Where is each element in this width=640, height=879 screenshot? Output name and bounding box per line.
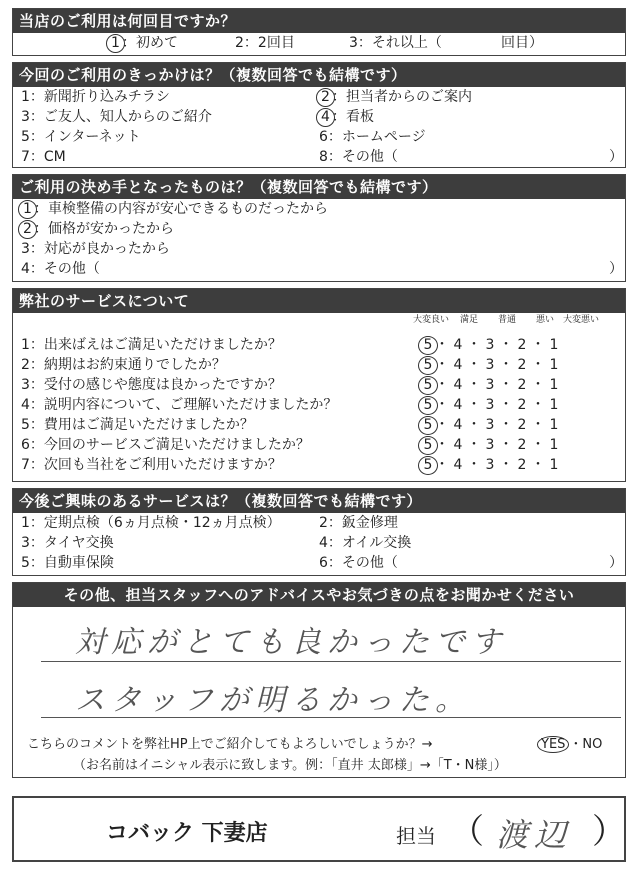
consent-options (537, 733, 602, 753)
initial-display-note: （お名前はイニシャル表示に致します。例：「直井 太郎様」→「T・N様」） (73, 758, 507, 773)
rating-scale (421, 395, 563, 415)
option-tire-change[interactable]: 3：タイヤ交換 (21, 535, 114, 551)
rating-question-row (13, 355, 625, 375)
rating-3[interactable]: 3 (485, 397, 495, 413)
staff-close-paren: ） (592, 812, 626, 852)
trigger-row-3 (13, 127, 625, 147)
trigger-row-1 (13, 87, 625, 107)
rating-2[interactable]: 2 (517, 457, 527, 473)
rating-scale-labels (13, 313, 625, 335)
handwritten-comment-1: 対応がとても良かったです (75, 625, 507, 660)
rating-1[interactable]: 1 (549, 397, 559, 413)
rating-2[interactable]: 2 (517, 437, 527, 453)
option-staff-guidance[interactable]: 2 ：担当者からのご案内 (319, 87, 472, 107)
label-average: 普通 (497, 315, 516, 325)
scale-separator: ・ (435, 337, 449, 353)
rating-3[interactable]: 3 (485, 337, 495, 353)
close-paren: ） (609, 261, 623, 277)
rating-4[interactable]: 4 (453, 377, 463, 393)
scale-separator: ・ (531, 377, 545, 393)
factor-row-1 (13, 199, 625, 219)
option-low-price[interactable]: 2 ：価格が安かったから (21, 219, 174, 239)
label-bad: 悪い (535, 315, 554, 325)
scale-separator: ・ (435, 397, 449, 413)
question-text: 1：出来ばえはご満足いただけましたか？ (21, 337, 282, 353)
scale-separator: ・ (467, 377, 481, 393)
rating-2[interactable]: 2 (517, 357, 527, 373)
rating-scale (421, 435, 563, 455)
interest-row-2 (13, 533, 625, 553)
rating-3[interactable]: 3 (485, 417, 495, 433)
scale-separator: ・ (531, 357, 545, 373)
rating-question-row (13, 415, 625, 435)
rating-4[interactable]: 4 (453, 417, 463, 433)
rating-scale (421, 355, 563, 375)
rating-5[interactable]: 5 (418, 336, 438, 355)
times-unit: 回目） (501, 35, 543, 51)
rating-questions (13, 335, 625, 475)
option-internet[interactable]: 5：インターネット (21, 129, 141, 145)
option-no[interactable]: ・NO (569, 737, 603, 752)
interest-section (12, 488, 626, 576)
question-text: 5：費用はご満足いただけましたか？ (21, 417, 254, 433)
label-satisfied: 満足 (459, 315, 478, 325)
scale-separator: ・ (435, 377, 449, 393)
rating-3[interactable]: 3 (485, 377, 495, 393)
scale-separator: ・ (435, 437, 449, 453)
option-inspection-content[interactable]: 1 ：車検整備の内容が安心できるものだったから (21, 199, 328, 219)
rating-question-row (13, 455, 625, 475)
comment-header: その他、担当スタッフへのアドバイスやお気づきの点をお聞かせください (13, 583, 625, 607)
scale-separator: ・ (435, 417, 449, 433)
trigger-section (12, 62, 626, 168)
rating-1[interactable]: 1 (549, 417, 559, 433)
rating-question-row (13, 435, 625, 455)
visit-count-header: 当店のご利用は何回目ですか？ (13, 9, 625, 33)
selected-circle-mark: 1 (106, 34, 125, 53)
factor-row-4 (13, 259, 625, 279)
comment-section (12, 582, 626, 778)
rating-question-row (13, 335, 625, 355)
trigger-row-2 (13, 107, 625, 127)
question-text: 4：説明内容について、ご理解いただけましたか？ (21, 397, 338, 413)
selected-circle-mark: 2 (316, 88, 335, 107)
close-paren: ） (609, 555, 623, 571)
question-text: 3：受付の感じや態度は良かったですか？ (21, 377, 282, 393)
scale-separator: ・ (531, 437, 545, 453)
rating-1[interactable]: 1 (549, 377, 559, 393)
option-good-service[interactable]: 3：対応が良かったから (21, 241, 170, 257)
scale-separator: ・ (467, 357, 481, 373)
scale-separator: ・ (467, 437, 481, 453)
scale-separator: ・ (435, 357, 449, 373)
staff-label: 担当 (396, 824, 436, 848)
scale-separator: ・ (531, 417, 545, 433)
scale-separator: ・ (499, 357, 513, 373)
rating-4[interactable]: 4 (453, 357, 463, 373)
question-text: 2：納期はお約束通りでしたか？ (21, 357, 226, 373)
rating-2[interactable]: 2 (517, 377, 527, 393)
option-other[interactable]: 6：その他（ (319, 555, 398, 571)
question-text: 6：今回のサービスご満足いただけましたか？ (21, 437, 310, 453)
rating-5[interactable]: 5 (418, 436, 438, 455)
comment-line-2 (41, 717, 621, 718)
rating-scale (421, 375, 563, 395)
label-very-bad: 大変悪い (563, 315, 600, 325)
rating-2[interactable]: 2 (517, 397, 527, 413)
factor-row-3 (13, 239, 625, 259)
rating-3[interactable]: 3 (485, 357, 495, 373)
option-first-time[interactable]: 1 ：初めて (109, 33, 178, 53)
scale-separator: ・ (467, 457, 481, 473)
visit-count-options (13, 33, 625, 53)
scale-separator: ・ (467, 397, 481, 413)
option-newspaper-flyer[interactable]: 1：新聞折り込みチラシ (21, 89, 170, 105)
service-rating-section (12, 288, 626, 482)
rating-3[interactable]: 3 (485, 457, 495, 473)
scale-separator: ・ (531, 337, 545, 353)
visit-count-section (12, 8, 626, 56)
rating-2[interactable]: 2 (517, 337, 527, 353)
rating-4[interactable]: 4 (453, 397, 463, 413)
rating-5[interactable]: 5 (418, 416, 438, 435)
rating-1[interactable]: 1 (549, 357, 559, 373)
staff-open-paren: （ (450, 812, 484, 852)
rating-1[interactable]: 1 (549, 457, 559, 473)
option-periodic-inspection[interactable]: 1：定期点検（6ヵ月点検・12ヵ月点検） (21, 515, 281, 531)
service-rating-header: 弊社のサービスについて (13, 289, 625, 313)
rating-scale (421, 335, 563, 355)
interest-row-3 (13, 553, 625, 573)
comment-line-1 (41, 661, 621, 662)
deciding-factor-section (12, 174, 626, 282)
rating-2[interactable]: 2 (517, 417, 527, 433)
store-name: コバック 下妻店 (106, 821, 268, 846)
scale-separator: ・ (467, 337, 481, 353)
rating-4[interactable]: 4 (453, 457, 463, 473)
handwritten-comment-2: スタッフが明るかった。 (75, 683, 471, 718)
scale-separator: ・ (499, 437, 513, 453)
store-footer (12, 796, 626, 862)
interest-header: 今後ご興味のあるサービスは？（複数回答でも結構です） (13, 489, 625, 513)
option-other[interactable]: 4：その他（ (21, 261, 100, 277)
option-more-times[interactable]: 3：それ以上（ (349, 35, 442, 51)
rating-1[interactable]: 1 (549, 337, 559, 353)
scale-separator: ・ (499, 417, 513, 433)
question-text: 7：次回も当社をご利用いただけますか？ (21, 457, 282, 473)
interest-row-1 (13, 513, 625, 533)
rating-4[interactable]: 4 (453, 337, 463, 353)
trigger-row-4 (13, 147, 625, 167)
rating-1[interactable]: 1 (549, 437, 559, 453)
option-signboard[interactable]: 4 ：看板 (319, 107, 374, 127)
option-friend-referral[interactable]: 3：ご友人、知人からのご紹介 (21, 109, 212, 125)
option-cm[interactable]: 7：CM (21, 149, 66, 165)
option-other[interactable]: 8：その他（ (319, 149, 398, 165)
rating-5[interactable]: 5 (418, 376, 438, 395)
scale-separator: ・ (531, 457, 545, 473)
selected-circle-mark: 2 (18, 220, 37, 239)
scale-separator: ・ (467, 417, 481, 433)
factor-row-2 (13, 219, 625, 239)
deciding-factor-header: ご利用の決め手となったものは？（複数回答でも結構です） (13, 175, 625, 199)
rating-4[interactable]: 4 (453, 437, 463, 453)
rating-question-row (13, 375, 625, 395)
option-second-time[interactable]: 2：2回目 (235, 35, 295, 51)
scale-separator: ・ (499, 397, 513, 413)
hp-consent-question: こちらのコメントを弊社HP上でご紹介してもよろしいでしょうか？→ (27, 737, 433, 752)
trigger-header: 今回のご利用のきっかけは？（複数回答でも結構です） (13, 63, 625, 87)
scale-separator: ・ (499, 337, 513, 353)
scale-separator: ・ (499, 377, 513, 393)
staff-name-handwritten: 渡辺 (496, 816, 573, 854)
rating-3[interactable]: 3 (485, 437, 495, 453)
rating-5[interactable]: 5 (418, 396, 438, 415)
rating-5[interactable]: 5 (418, 356, 438, 375)
scale-separator: ・ (435, 457, 449, 473)
scale-separator: ・ (499, 457, 513, 473)
rating-question-row (13, 395, 625, 415)
selected-circle-mark: 1 (18, 200, 37, 219)
selected-circle-mark: 4 (316, 108, 335, 127)
option-car-insurance[interactable]: 5：自動車保険 (21, 555, 114, 571)
option-body-repair[interactable]: 2：鈑金修理 (319, 515, 398, 531)
rating-5[interactable]: 5 (418, 456, 438, 475)
option-yes[interactable]: YES (537, 736, 569, 753)
label-very-good: 大変良い (413, 315, 450, 325)
scale-separator: ・ (531, 397, 545, 413)
rating-scale (421, 455, 563, 475)
option-oil-change[interactable]: 4：オイル交換 (319, 535, 412, 551)
rating-scale (421, 415, 563, 435)
option-homepage[interactable]: 6：ホームページ (319, 129, 426, 145)
close-paren: ） (609, 149, 623, 165)
